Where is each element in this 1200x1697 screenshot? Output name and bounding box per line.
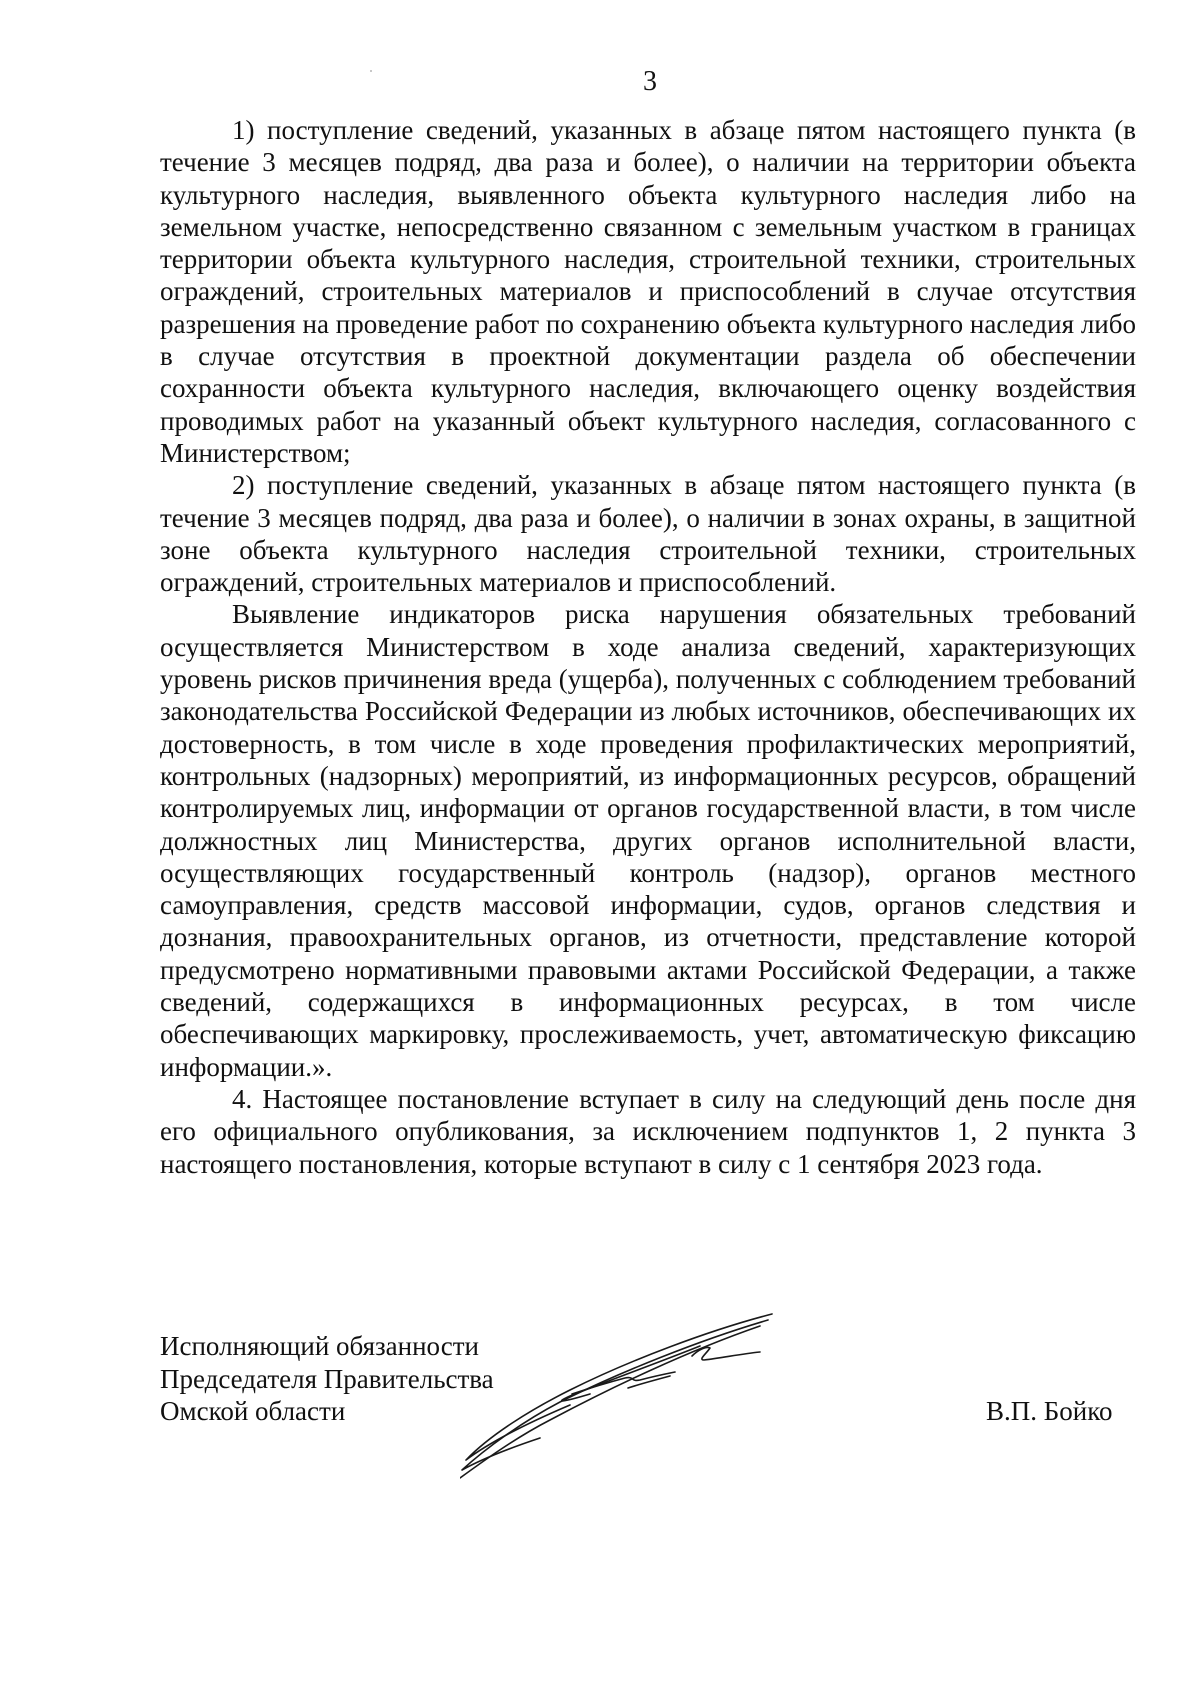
paragraph-subpoint-1: 1) поступление сведений, указанных в абзаце пятом настоящего пункта (в течение 3 месяцев подряд, два раза и более), о наличии на территории объекта культурного наследия, выявленного объекта культурного наследия либо на земельном участке, непосредственно связанном с земельным участком в границах территории объекта культурного наследия, строительной техники, строительных ограждений, строительных материалов и приспособлений в случае отсутствия разрешения на проведение работ по сохранению объекта культурного наследия либо в случае отсутствия в проектной документации раздела об обеспечении сохранности объекта культурного наследия, включающего оценку воздействия проводимых работ на указанный объект культурного наследия, согласованного с Министерством;	[160, 115, 1136, 468]
document-body	[160, 114, 1136, 1180]
signatory-title-line: Омской области	[160, 1396, 346, 1426]
paragraph-subpoint-2: 2) поступление сведений, указанных в абзаце пятом настоящего пункта (в течение 3 месяцев подряд, два раза и более), о наличии в зонах охраны, в защитной зоне объекта культурного наследия строительной техники, строительных ограждений, строительных материалов и приспособлений.	[160, 470, 1136, 598]
signatory-name: В.П. Бойко	[986, 1396, 1113, 1426]
signatory-title-line: Председателя Правительства	[160, 1363, 494, 1394]
page-number: 3	[643, 66, 657, 97]
signatory-title	[160, 1330, 494, 1428]
signatory-title-line: Исполняющий обязанности	[160, 1331, 479, 1361]
paragraph-risk-indicators: Выявление индикаторов риска нарушения обязательных требований осуществляется Министерством в ходе анализа сведений, характеризующих уровень рисков причинения вреда (ущерба), полученных с соблюдением требований законодательства Российской Федерации из любых источников, обеспечивающих их достоверность, в том числе в ходе проведения профилактических мероприятий, контрольных (надзорных) мероприятий, из информационных ресурсов, обращений контролируемых лиц, информации от органов государственной власти, в том числе должностных лиц Министерства, других органов исполнительной власти, осуществляющих государственный контроль (надзор), органов местного самоуправления, средств массовой информации, судов, органов следствия и дознания, правоохранительных органов, из отчетности, представление которой предусмотрено нормативными правовыми актами Российской Федерации, а также сведений, содержащихся в информационных ресурсах, в том числе обеспечивающих маркировку, прослеживаемость, учет, автоматическую фиксацию информации.».	[160, 599, 1136, 1082]
paragraph-entry-into-force: 4. Настоящее постановление вступает в силу на следующий день после дня его официального опубликования, за исключением подпунктов 1, 2 пункта 3 настоящего постановления, которые вступают в силу с 1 сентября 2023 года.	[160, 1083, 1136, 1179]
handwritten-signature	[460, 1310, 850, 1500]
